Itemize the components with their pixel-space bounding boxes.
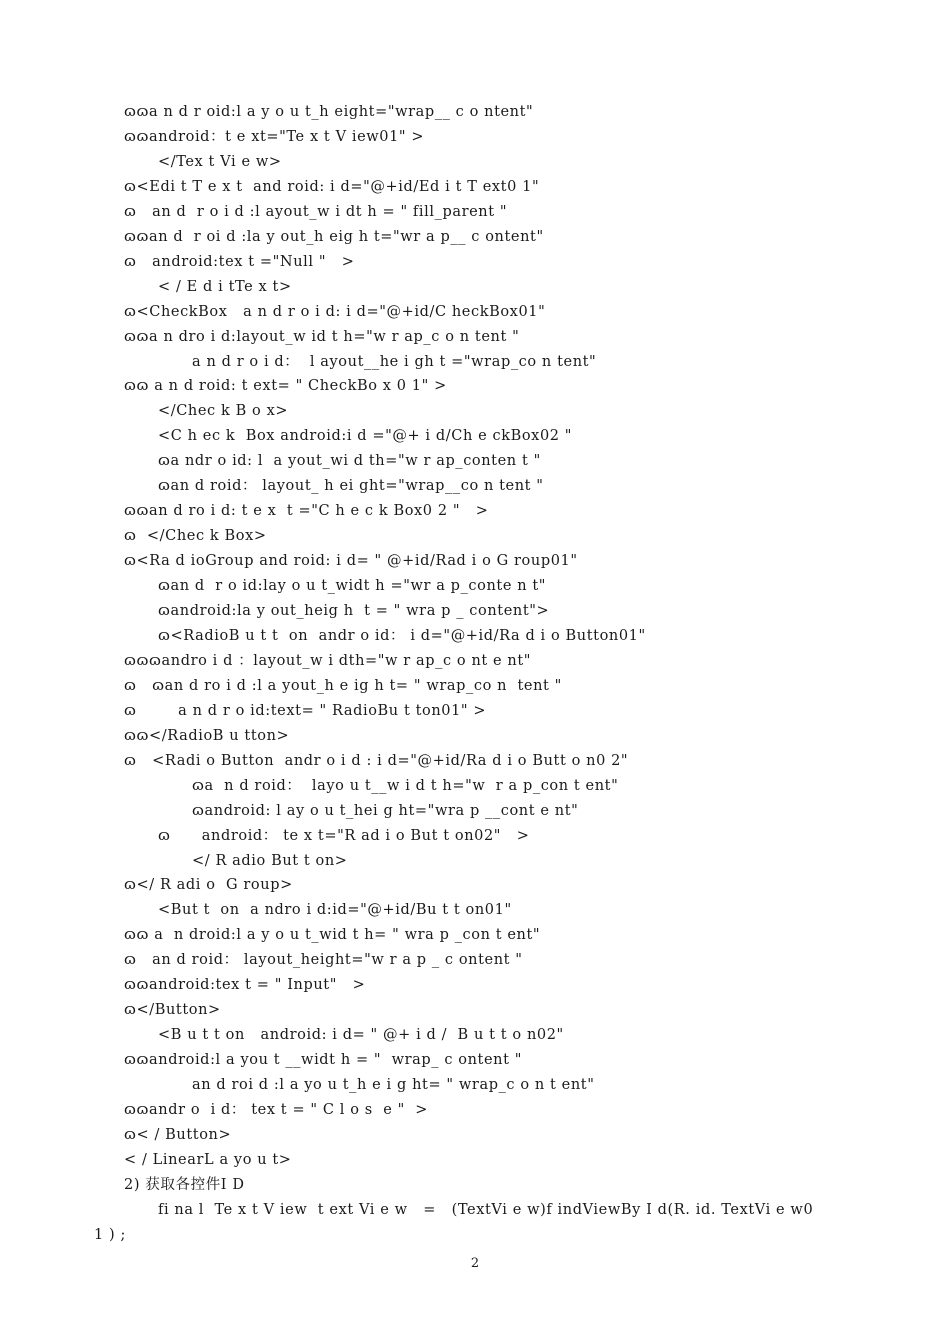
code-line: <C h ec k Box android:i d ="@+ i d/Ch e ckBox02 " — [158, 428, 573, 445]
code-line: ɷɷɷandro i d ：layout_w i dth="w r ap_c o nt e nt" — [124, 652, 532, 669]
code-line: ɷ <Radi o Button andr o i d : i d="@+id/Ra d i o Butt o n0 2" — [124, 752, 629, 769]
code-line: 2) 获取各控件I D — [124, 1176, 245, 1193]
code-line: ɷɷ a n droid:l a y o u t_wid t h= " wra p _con t ent" — [124, 927, 541, 944]
code-line: ɷan d roid： layout_ h ei ght="wrap__co n tent " — [158, 478, 544, 495]
code-line: ɷɷandroid:tex t = " Input" > — [124, 977, 366, 994]
code-line: ɷɷ a n d roid: t ext= " CheckBo x 0 1" > — [124, 378, 447, 395]
code-line: ɷɷa n d r oid:l a y o u t_h eight="wrap__ c o ntent" — [124, 104, 534, 120]
code-line: ɷɷandr o i d： tex t = " C l o s e " > — [124, 1102, 429, 1118]
code-line: ɷan d r o id:lay o u t_widt h ="wr a p_conte n t" — [158, 578, 547, 595]
code-line: ɷ ɷan d ro i d :l a yout_h e ig h t= " wrap_co n tent " — [124, 677, 562, 694]
code-line: <B u t t on android: i d= " @+ i d / B u t t o n02" — [158, 1027, 564, 1044]
code-line: ɷ</ R adi o G roup> — [124, 877, 293, 894]
code-line: ɷ </Chec k Box> — [124, 528, 267, 545]
code-line: < / E d i tTe x t> — [158, 278, 292, 295]
code-line: a n d r o i d： l ayout__he i gh t ="wrap_co n tent" — [192, 353, 597, 370]
code-line: < / LinearL a yo u t> — [124, 1151, 292, 1168]
code-line: ɷɷandroid:l a you t __widt h = " wrap_ c ontent " — [124, 1052, 522, 1069]
code-line: ɷɷ</RadioB u tton> — [124, 727, 290, 744]
code-line: <But t on a ndro i d:id="@+id/Bu t t on01" — [158, 902, 512, 919]
code-line: ɷ an d r o i d :l ayout_w i dt h = " fill_parent " — [124, 203, 508, 220]
code-line: </Chec k B o x> — [158, 403, 289, 420]
code-line: ɷ android:tex t ="Null " > — [124, 253, 355, 270]
code-line: ɷ<RadioB u t t on andr o id： i d="@+id/Ra d i o Button01" — [158, 627, 646, 644]
page-number: 2 — [470, 1256, 480, 1271]
code-line: ɷ android： te x t="R ad i o But t on02" > — [158, 827, 530, 844]
code-line: </Tex t Vi e w> — [158, 153, 282, 170]
code-line: ɷɷan d r oi d :la y out_h eig h t="wr a p__ c ontent" — [124, 228, 544, 245]
code-line: ɷ</Button> — [124, 1002, 221, 1019]
code-line: ɷa ndr o id: l a yout_wi d th="w r ap_conten t " — [158, 453, 541, 470]
code-line: ɷandroid: l ay o u t_hei g ht="wra p __cont e nt" — [192, 802, 579, 819]
code-line: ɷ an d roid： layout_height="w r a p _ c ontent " — [124, 952, 523, 969]
code-line: ɷandroid:la y out_heig h t = " wra p _ content"> — [158, 603, 550, 619]
code-line: ɷɷa n dro i d:layout_w id t h="w r ap_c o n tent " — [124, 328, 520, 345]
code-line: an d roi d :l a yo u t_h e i g ht= " wrap_c o n t ent" — [192, 1077, 595, 1094]
code-line: fi na l Te x t V iew t ext Vi e w = (TextVi e w)f indViewBy I d(R. id. TextVi e w0 — [158, 1201, 814, 1218]
code-line: ɷa n d roid： layo u t__w i d t h="w r a p_con t ent" — [192, 777, 619, 794]
code-line: ɷ<Edi t T e x t and roid: i d="@+id/Ed i t T ext0 1" — [124, 178, 540, 195]
code-line: ɷ a n d r o id:text= " RadioBu t ton01" > — [124, 702, 487, 719]
code-line: ɷ<Ra d ioGroup and roid: i d= " @+id/Rad i o G roup01" — [124, 553, 578, 570]
code-line: ɷɷandroid：t e xt="Te x t V iew01" > — [124, 128, 425, 145]
code-line: ɷ<CheckBox a n d r o i d: i d="@+id/C heckBox01" — [124, 303, 546, 320]
code-line: ɷ< / Button> — [124, 1126, 232, 1143]
code-line: 1 ) ; — [94, 1226, 126, 1243]
code-line: ɷɷan d ro i d: t e x t ="C h e c k Box0 2 " > — [124, 503, 489, 520]
code-line: </ R adio But t on> — [192, 852, 348, 869]
